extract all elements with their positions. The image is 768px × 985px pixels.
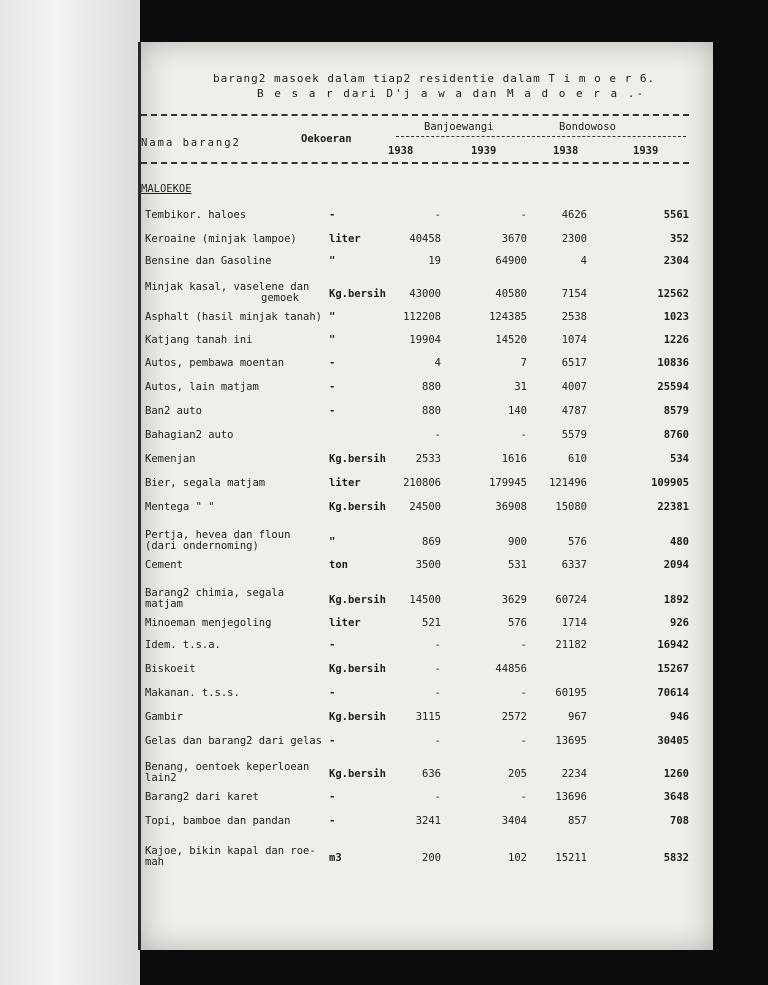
table-cell-value: - [520, 735, 527, 747]
table-cell-value: 179945 [489, 477, 527, 489]
table-cell-unit: - [329, 639, 336, 651]
table-cell-value: 109905 [651, 477, 689, 489]
table-cell-value: 44856 [495, 663, 527, 675]
table-row-item-name: Gambir [145, 711, 183, 723]
table-cell-unit: " [329, 311, 336, 323]
table-cell-value: 3500 [415, 559, 441, 571]
table-cell-unit: " [329, 334, 336, 346]
table-cell-value: 880 [422, 405, 441, 417]
year-header-4: 1939 [633, 145, 659, 157]
table-cell-value: 857 [568, 815, 587, 827]
table-cell-unit: Kg.bersih [329, 288, 386, 300]
table-row-item-name: Biskoeit [145, 663, 196, 675]
table-cell-value: 531 [508, 559, 527, 571]
table-cell-value: 1616 [501, 453, 527, 465]
table-cell-value: 576 [508, 617, 527, 629]
table-cell-value: 3629 [501, 594, 527, 606]
table-cell-value: 13696 [555, 791, 587, 803]
table-cell-value: 636 [422, 768, 441, 780]
table-cell-value: 534 [670, 453, 689, 465]
table-row-item-name: Autos, lain matjam [145, 381, 259, 393]
table-cell-value: - [434, 663, 441, 675]
table-cell-value: 8579 [663, 405, 689, 417]
table-cell-value: - [520, 639, 527, 651]
table-cell-value: 36908 [495, 501, 527, 513]
table-row-item-name: Keroaine (minjak lampoe) [145, 233, 297, 245]
table-cell-unit: liter [329, 477, 361, 489]
table-cell-unit: " [329, 536, 336, 548]
table-cell-value: - [520, 209, 527, 221]
table-cell-value: 121496 [549, 477, 587, 489]
table-cell-unit: Kg.bersih [329, 501, 386, 513]
table-cell-value: 140 [508, 405, 527, 417]
table-cell-unit: Kg.bersih [329, 594, 386, 606]
column-header-group-a: Banjoewangi [424, 121, 494, 133]
table-cell-unit: liter [329, 233, 361, 245]
table-row-item-name: Cement [145, 559, 183, 571]
table-cell-value: 31 [514, 381, 527, 393]
table-row-item-name-cont: mah [145, 856, 164, 868]
table-row-item-name: Barang2 dari karet [145, 791, 259, 803]
table-row-item-name-cont: gemoek [261, 292, 299, 304]
table-cell-value: 112208 [403, 311, 441, 323]
table-cell-value: 19 [428, 255, 441, 267]
table-cell-value: 576 [568, 536, 587, 548]
table-cell-value: 205 [508, 768, 527, 780]
table-cell-unit: - [329, 815, 336, 827]
table-cell-value: - [434, 791, 441, 803]
table-cell-value: 4007 [561, 381, 587, 393]
table-cell-value: 3670 [501, 233, 527, 245]
table-cell-value: 10836 [657, 357, 689, 369]
table-cell-unit: - [329, 791, 336, 803]
table-row-item-name: Bahagian2 auto [145, 429, 234, 441]
table-cell-unit: - [329, 735, 336, 747]
table-cell-value: 60724 [555, 594, 587, 606]
table-cell-value: 7 [520, 357, 527, 369]
table-row-item-name: Bensine dan Gasoline [145, 255, 272, 267]
table-cell-unit: Kg.bersih [329, 768, 386, 780]
title-line-2: B e s a r dari D'j a w a dan M a d o e r a .- [257, 87, 646, 100]
table-cell-value: 3404 [501, 815, 527, 827]
table-row-item-name: Katjang tanah ini [145, 334, 253, 346]
table-cell-value: 1074 [561, 334, 587, 346]
table-cell-value: 480 [670, 536, 689, 548]
table-cell-value: 24500 [409, 501, 441, 513]
table-row-item-name: Barang2 chimia, segala [145, 587, 285, 599]
table-cell-unit: Kg.bersih [329, 711, 386, 723]
table-cell-value: 1023 [663, 311, 689, 323]
year-header-1: 1938 [388, 145, 414, 157]
table-cell-value: 7154 [561, 288, 587, 300]
table-cell-value: 16942 [657, 639, 689, 651]
table-cell-value: - [434, 429, 441, 441]
table-cell-value: 2572 [501, 711, 527, 723]
year-header-3: 1938 [553, 145, 579, 157]
header-rule-years [396, 136, 686, 137]
table-cell-value: 15267 [657, 663, 689, 675]
table-cell-value: 200 [422, 852, 441, 864]
table-cell-value: 900 [508, 536, 527, 548]
table-cell-value: 2304 [663, 255, 689, 267]
table-cell-value: 14500 [409, 594, 441, 606]
table-cell-value: 15080 [555, 501, 587, 513]
table-row-item-name: Pertja, hevea dan floun [145, 529, 291, 541]
column-header-unit: Oekoeran [301, 133, 352, 145]
table-cell-value: 15211 [555, 852, 587, 864]
table-cell-value: - [434, 209, 441, 221]
table-cell-unit: " [329, 255, 336, 267]
table-cell-value: 352 [670, 233, 689, 245]
table-row-item-name: Bier, segala matjam [145, 477, 266, 489]
table-cell-value: 1260 [663, 768, 689, 780]
table-row-item-name-cont: (dari ondernoming) [145, 540, 259, 552]
table-cell-unit: - [329, 405, 336, 417]
table-cell-value: 8760 [663, 429, 689, 441]
table-row-item-name: Topi, bamboe dan pandan [145, 815, 291, 827]
table-cell-value: 30405 [657, 735, 689, 747]
table-cell-value: 70614 [657, 687, 689, 699]
table-cell-value: - [434, 735, 441, 747]
table-cell-value: 60195 [555, 687, 587, 699]
table-row-item-name: Autos, pembawa moentan [145, 357, 285, 369]
table-row-item-name: Gelas dan barang2 dari gelas [145, 735, 323, 747]
table-cell-value: - [520, 687, 527, 699]
table-cell-value: 1892 [663, 594, 689, 606]
table-cell-value: 43000 [409, 288, 441, 300]
table-cell-value: 6517 [561, 357, 587, 369]
table-cell-value: 967 [568, 711, 587, 723]
header-rule-top [141, 114, 689, 116]
table-row-item-name: Tembikor. haloes [145, 209, 247, 221]
table-cell-value: 2538 [561, 311, 587, 323]
table-cell-value: 2533 [415, 453, 441, 465]
table-cell-value: 3648 [663, 791, 689, 803]
table-cell-value: 14520 [495, 334, 527, 346]
table-row-item-name: Minjak kasal, vaselene dan [145, 281, 310, 293]
table-cell-value: 21182 [555, 639, 587, 651]
document-sheet [141, 42, 713, 950]
table-cell-value: 102 [508, 852, 527, 864]
table-cell-value: - [434, 639, 441, 651]
table-row-item-name: Benang, oentoek keperloean [145, 761, 310, 773]
table-cell-unit: - [329, 357, 336, 369]
scan-left-margin [0, 0, 140, 985]
table-cell-value: 521 [422, 617, 441, 629]
year-header-2: 1939 [471, 145, 497, 157]
table-cell-value: 4626 [561, 209, 587, 221]
table-row-item-name: Makanan. t.s.s. [145, 687, 240, 699]
table-cell-value: 124385 [489, 311, 527, 323]
table-cell-value: 5579 [561, 429, 587, 441]
table-cell-value: 3115 [415, 711, 441, 723]
table-cell-unit: Kg.bersih [329, 453, 386, 465]
table-row-item-name: Idem. t.s.a. [145, 639, 221, 651]
table-cell-unit: m3 [329, 852, 342, 864]
table-row-item-name: Asphalt (hasil minjak tanah) [145, 311, 323, 323]
title-line-1: barang2 masoek dalam tiap2 residentie dalam T i m o e r 6. [213, 72, 656, 85]
table-cell-value: 4 [434, 357, 441, 369]
table-cell-value: 4 [580, 255, 587, 267]
table-cell-value: - [434, 687, 441, 699]
table-cell-value: 25594 [657, 381, 689, 393]
table-cell-value: 22381 [657, 501, 689, 513]
table-cell-value: 2094 [663, 559, 689, 571]
table-cell-value: 880 [422, 381, 441, 393]
table-cell-value: 610 [568, 453, 587, 465]
table-row-item-name: Mentega " " [145, 501, 215, 513]
table-cell-value: 40458 [409, 233, 441, 245]
table-cell-value: 708 [670, 815, 689, 827]
table-row-item-name-cont: matjam [145, 598, 183, 610]
table-cell-value: 64900 [495, 255, 527, 267]
table-cell-unit: - [329, 381, 336, 393]
table-cell-value: 40580 [495, 288, 527, 300]
table-cell-value: 1226 [663, 334, 689, 346]
table-cell-value: 19904 [409, 334, 441, 346]
table-cell-unit: - [329, 687, 336, 699]
table-cell-value: 1714 [561, 617, 587, 629]
table-cell-value: - [520, 791, 527, 803]
table-cell-value: 5561 [663, 209, 689, 221]
table-cell-value: 2300 [561, 233, 587, 245]
table-row-item-name-cont: lain2 [145, 772, 177, 784]
column-header-group-b: Bondowoso [559, 121, 616, 133]
table-cell-unit: liter [329, 617, 361, 629]
table-cell-value: 5832 [663, 852, 689, 864]
table-cell-unit: ton [329, 559, 348, 571]
document-page [138, 42, 713, 950]
table-row-item-name: Minoeman menjegoling [145, 617, 272, 629]
table-cell-value: 4787 [561, 405, 587, 417]
section-heading: MALOEKOE [141, 183, 192, 195]
table-row-item-name: Ban2 auto [145, 405, 202, 417]
table-cell-value: 210806 [403, 477, 441, 489]
table-row-item-name: Kajoe, bikin kapal dan roe- [145, 845, 316, 857]
table-cell-value: 6337 [561, 559, 587, 571]
table-cell-unit: - [329, 209, 336, 221]
table-cell-value: 2234 [561, 768, 587, 780]
table-cell-value: - [520, 429, 527, 441]
table-cell-value: 926 [670, 617, 689, 629]
table-cell-value: 3241 [415, 815, 441, 827]
header-rule-bottom [141, 162, 689, 164]
column-header-name: Nama barang2 [141, 137, 241, 149]
table-cell-value: 13695 [555, 735, 587, 747]
table-row-item-name: Kemenjan [145, 453, 196, 465]
table-cell-value: 12562 [657, 288, 689, 300]
table-cell-value: 946 [670, 711, 689, 723]
table-cell-unit: Kg.bersih [329, 663, 386, 675]
table-cell-value: 869 [422, 536, 441, 548]
